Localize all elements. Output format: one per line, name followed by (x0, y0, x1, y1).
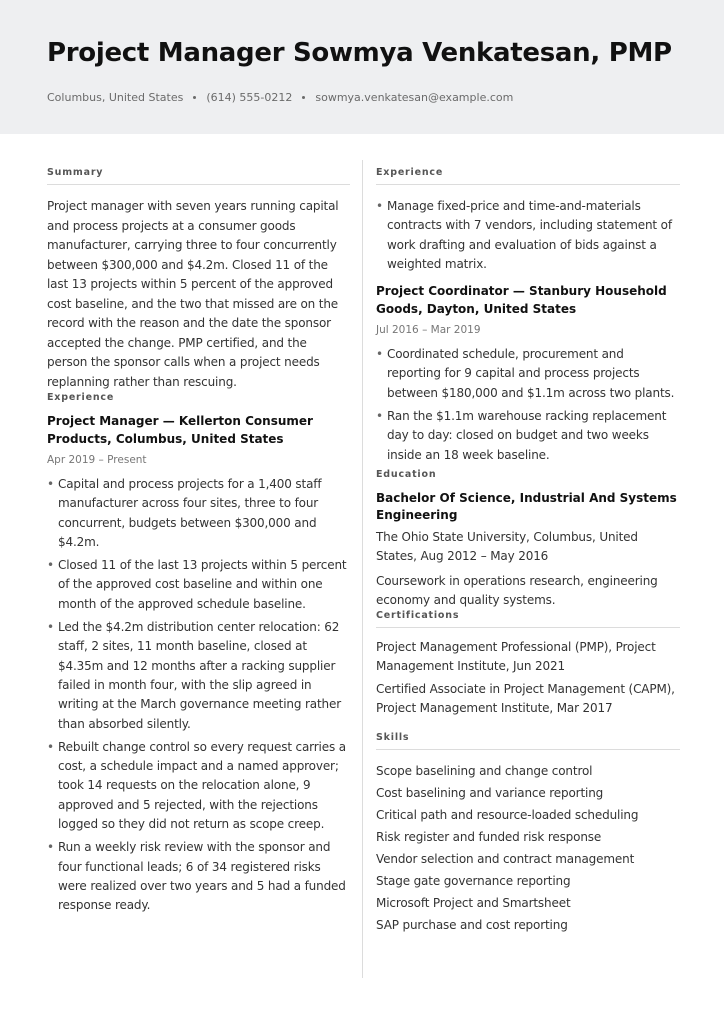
right-column (376, 167, 680, 936)
summary-section (47, 167, 350, 392)
job-bullets (376, 345, 680, 465)
certification-item: Project Management Professional (PMP), Project Management Institute, Jun 2021 (376, 639, 656, 673)
candidate-name: Project Manager Sowmya Venkatesan, PMP (47, 38, 672, 68)
school-line: The Ohio State University, Columbus, United States, Aug 2012 – May 2016 (376, 529, 638, 563)
skill-item: Risk register and funded risk response (376, 829, 602, 844)
column-divider (362, 160, 363, 978)
job-entry (47, 413, 350, 916)
left-column (47, 167, 350, 920)
job-entry (376, 283, 680, 465)
resume-header (0, 0, 724, 134)
location: Columbus, United States (47, 91, 184, 104)
bullet-item (376, 407, 680, 465)
section-title: Skills (376, 732, 680, 750)
job-dates: Apr 2019 – Present (47, 454, 147, 466)
bullet-text: Manage fixed-price and time-and-materials contracts with 7 vendors, including statement of work drafting and evaluation of bids against a weighted matrix. (387, 199, 672, 271)
skill-item: Microsoft Project and Smartsheet (376, 895, 571, 910)
experience-section (47, 392, 350, 916)
bullet-icon: • (47, 739, 55, 754)
summary-text: Project manager with seven years running capital and process projects at a consumer goods manufacturer, carrying three to four concurrently between $300,000 and $4.2m. Closed 11 of the last 13 projects within 5 percent of the approved cost baseline, and the two that missed are on the record with the reason and the date the sponsor accepted the change. PMP certified, and the person the sponsor calls when a project needs replanning rather than rescuing. (47, 199, 339, 389)
bullet-text: Rebuilt change control so every request carries a cost, a schedule impact and a named approver; took 14 requests on the relocation alone, 9 approved and 5 rejected, with the rejections logged so they did not return as scope creep. (58, 739, 346, 832)
section-title: Certifications (376, 610, 680, 628)
degree-title: Bachelor Of Science, Industrial And Systems Engineering (376, 490, 677, 523)
separator-dot (193, 96, 196, 99)
bullet-icon: • (376, 199, 384, 213)
bullet-text: Coordinated schedule, procurement and reporting for 9 capital and process projects between $180,000 and $1.1m across two plants. (387, 347, 675, 400)
skill-item: Critical path and resource-loaded scheduling (376, 807, 639, 822)
skill-item: Stage gate governance reporting (376, 873, 571, 888)
section-title: Experience (47, 392, 115, 403)
bullet-text: Led the $4.2m distribution center relocation: 62 staff, 2 sites, 11 month baseline, closed at $4.35m and 12 months after a racking supplier failed in month four, with the slip agreed in writing at the March governance meeting rather than absorbed silently. (58, 620, 342, 731)
skill-item: SAP purchase and cost reporting (376, 917, 568, 932)
section-title: Summary (47, 167, 350, 185)
bullet-text: Closed 11 of the last 13 projects within 5 percent of the approved cost baseline and within one month of the approved schedule baseline. (58, 558, 347, 611)
separator-dot (302, 96, 305, 99)
phone: (614) 555-0212 (206, 91, 293, 104)
coursework-line: Coursework in operations research, engineering economy and quality systems. (376, 573, 658, 607)
bullet-item (47, 618, 350, 734)
certifications-section (376, 610, 680, 718)
job-title: Project Manager — Kellerton Consumer Products, Columbus, United States (47, 414, 313, 446)
skill-item: Vendor selection and contract management (376, 851, 635, 866)
bullet-item (376, 197, 680, 274)
bullet-item (376, 345, 680, 403)
bullet-text: Capital and process projects for a 1,400 staff manufacturer across four sites, three to four concurrent, budgets between $300,000 and $4.2m. (58, 477, 322, 549)
job-bullets (47, 475, 350, 916)
bullet-icon: • (47, 477, 55, 491)
section-title: Education (376, 468, 437, 480)
bullet-item (47, 556, 350, 614)
skill-item: Scope baselining and change control (376, 763, 593, 778)
skills-section (376, 732, 680, 936)
certification-item: Certified Associate in Project Management (CAPM), Project Management Institute, Mar 2017 (376, 681, 675, 715)
job-bullets (376, 197, 680, 274)
job-title: Project Coordinator — Stanbury Household Goods, Dayton, United States (376, 284, 667, 316)
bullet-text: Run a weekly risk review with the sponsor and four functional leads; 6 of 34 registered risks were realized over two years and 5 had a funded response ready. (58, 840, 346, 913)
contact-line (47, 91, 513, 104)
bullet-icon: • (376, 409, 384, 424)
bullet-icon: • (47, 840, 55, 855)
bullet-item (47, 838, 350, 915)
experience-continued-section (376, 167, 680, 465)
bullet-icon: • (47, 620, 55, 635)
bullet-item (47, 738, 350, 834)
bullet-item (47, 475, 350, 552)
skill-item: Cost baselining and variance reporting (376, 785, 604, 800)
section-title: Experience (376, 167, 680, 185)
bullet-text: Ran the $1.1m warehouse racking replacement day to day: closed on budget and two weeks inside an 18 week baseline. (387, 409, 667, 462)
job-dates: Jul 2016 – Mar 2019 (376, 324, 481, 337)
bullet-icon: • (47, 558, 55, 573)
email[interactable]: sowmya.venkatesan@example.com (315, 91, 514, 104)
education-section (376, 469, 680, 610)
bullet-icon: • (376, 347, 384, 362)
